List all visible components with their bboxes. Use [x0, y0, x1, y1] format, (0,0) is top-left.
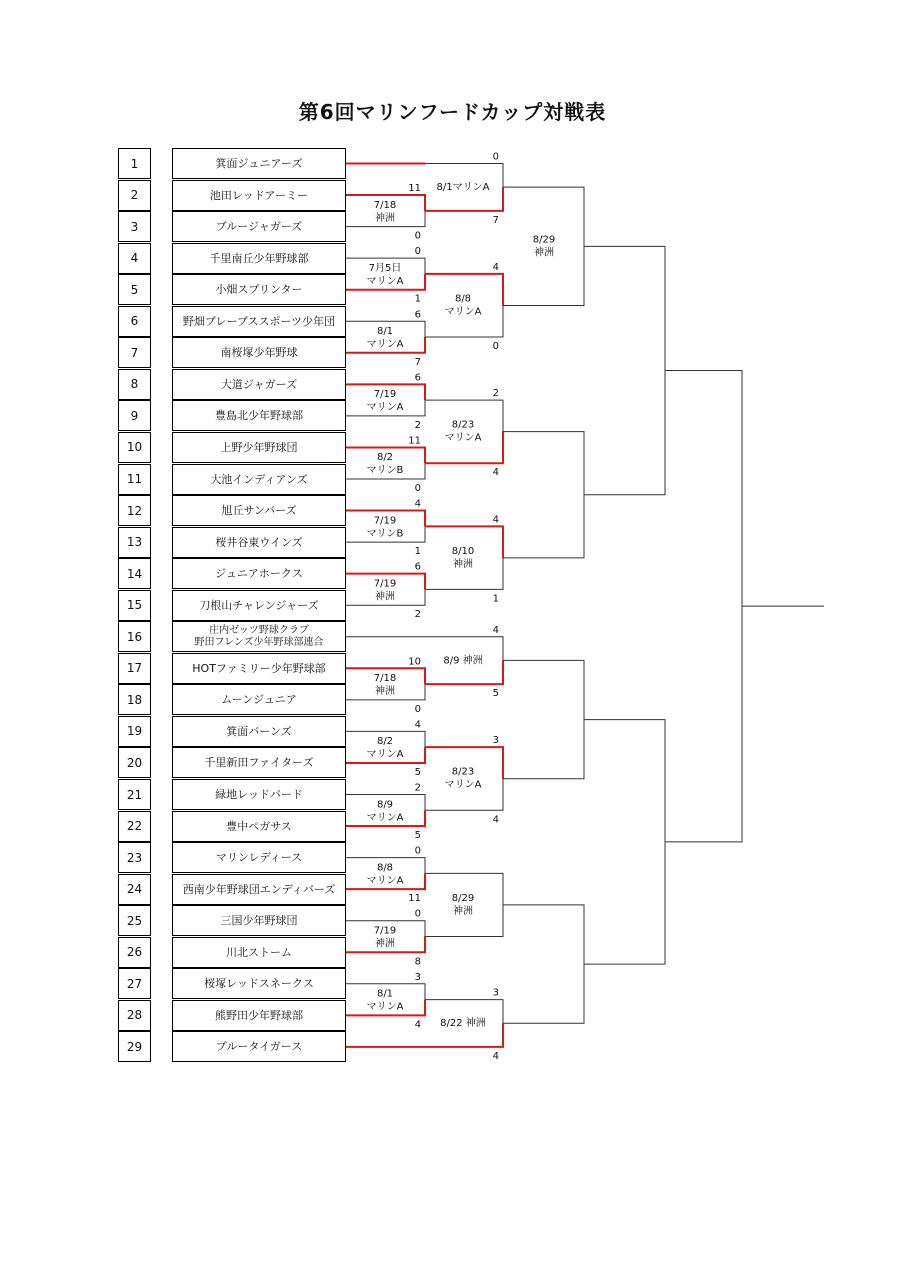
r1-venue: マリンA: [366, 275, 404, 287]
r2-date: 8/29: [451, 892, 475, 904]
team-name: ブルージャガーズ: [215, 220, 303, 234]
r1-score: 0: [414, 703, 421, 715]
r1-score: 4: [414, 498, 421, 510]
seed-number: 12: [118, 495, 151, 526]
seed-number: 15: [118, 590, 151, 621]
team-name: 旭丘サンバーズ: [221, 504, 297, 518]
seed-number: 20: [118, 747, 151, 778]
r2-score: 4: [492, 261, 499, 273]
r1-score: 11: [408, 435, 421, 447]
seed-number: 14: [118, 558, 151, 589]
seed-number: 24: [118, 874, 151, 905]
sf-line-bottom: [584, 842, 665, 964]
team-name: 大池インディアンズ: [210, 472, 308, 486]
r2-label: 8/9 神洲: [443, 655, 483, 667]
team-name: マリンレディース: [215, 851, 303, 865]
r1-date: 7/19: [373, 925, 397, 937]
seed-number: 18: [118, 684, 151, 715]
r2-date: 8/8: [454, 293, 472, 305]
r1-date: 8/1: [376, 988, 394, 1000]
r1-score: 6: [414, 372, 421, 384]
page-title: 第6回マリンフードカップ対戦表: [298, 100, 607, 124]
seed-number: 28: [118, 1000, 151, 1031]
r3-line-top: [503, 905, 584, 964]
seed-number: 13: [118, 527, 151, 558]
team-name: 三国少年野球団: [220, 914, 298, 928]
r1-score: 6: [414, 309, 421, 321]
r1-score: 0: [414, 845, 421, 857]
team-name: 南桜塚少年野球: [220, 346, 298, 360]
r1-score: 2: [414, 609, 421, 621]
r1-score: 4: [414, 719, 421, 731]
team-name: 大道ジャガーズ: [220, 377, 298, 391]
r2-label: 8/1マリンA: [436, 182, 490, 194]
seed-number: 1: [118, 148, 151, 179]
r2-score: 4: [492, 1050, 499, 1062]
seed-number: 22: [118, 811, 151, 842]
sf-line-top: [584, 720, 665, 842]
seed-number: 5: [118, 274, 151, 305]
team-name: 池田レッドアーミー: [209, 188, 309, 202]
r2-score: 0: [492, 151, 499, 163]
seed-number: 29: [118, 1031, 151, 1062]
team-name: 小畑スプリンター: [215, 283, 303, 297]
team-name: 川北ストーム: [226, 945, 292, 959]
r2-score: 4: [492, 624, 499, 636]
r2-date: 8/23: [451, 766, 475, 778]
r3-venue: 神洲: [534, 247, 554, 259]
r1-date: 8/2: [376, 736, 394, 748]
seed-number: 26: [118, 937, 151, 968]
seed-number: 2: [118, 180, 151, 211]
r1-score: 3: [414, 971, 421, 983]
r1-score: 5: [414, 830, 421, 842]
r1-date: 7/19: [373, 515, 397, 527]
r1-score: 2: [414, 782, 421, 794]
r1-venue: マリンA: [366, 812, 404, 824]
seed-number: 6: [118, 306, 151, 337]
r2-score: 4: [492, 467, 499, 479]
r1-venue: マリンA: [366, 402, 404, 414]
seed-number: 27: [118, 968, 151, 999]
seed-number: 8: [118, 369, 151, 400]
r2-score: 2: [492, 388, 499, 400]
r3-line-bottom: [503, 720, 584, 779]
r1-score: 6: [414, 561, 421, 573]
r2-venue: 神洲: [453, 558, 473, 570]
r1-date: 8/9: [376, 799, 394, 811]
r1-score: 0: [414, 230, 421, 242]
r2-label: 8/22 神洲: [440, 1018, 486, 1030]
r3-line-top: [503, 660, 584, 719]
seed-number: 3: [118, 211, 151, 242]
r1-score: 10: [408, 656, 421, 668]
r1-venue: 神洲: [375, 212, 395, 224]
r2-score: 4: [492, 814, 499, 826]
team-name: 千里南丘少年野球部: [209, 251, 309, 265]
r2-score: 3: [492, 987, 499, 999]
team-name: ジュニアホークス: [215, 567, 303, 581]
r3-line-bottom: [503, 964, 584, 1023]
r1-score: 8: [414, 956, 421, 968]
r1-score: 11: [408, 893, 421, 905]
final-line: [665, 371, 742, 842]
sf-line-bottom: [584, 371, 665, 495]
seed-number: 19: [118, 716, 151, 747]
r1-score: 0: [414, 483, 421, 494]
r1-score: 1: [414, 546, 421, 558]
r3-date: 8/29: [532, 234, 556, 246]
team-name: ブルータイガース: [215, 1040, 303, 1054]
r1-score: 0: [414, 246, 421, 258]
team-name: 桜塚レッドスネークス: [204, 977, 314, 991]
seed-number: 25: [118, 905, 151, 936]
seed-number: 10: [118, 432, 151, 463]
r1-score: 2: [414, 419, 421, 431]
r1-date: 7/18: [373, 199, 397, 211]
r1-date: 7/19: [373, 578, 397, 590]
r1-date: 7/19: [373, 389, 397, 401]
r3-line-bottom: [503, 495, 584, 558]
sf-line-top: [584, 246, 665, 370]
team-name: 緑地レッドバード: [215, 788, 303, 801]
team-name: 熊野田少年野球部: [215, 1008, 303, 1022]
r1-venue: マリンA: [366, 749, 404, 761]
team-name: ムーンジュニア: [221, 693, 297, 707]
team-name: HOTファミリー少年野球部: [192, 661, 326, 675]
seed-number: 21: [118, 779, 151, 810]
r2-date: 8/10: [451, 545, 475, 557]
r1-venue: マリンB: [366, 528, 404, 540]
r2-venue: 神洲: [453, 905, 473, 917]
team-name: 庄内ゼッツ野球クラブ: [209, 624, 309, 636]
r1-date: 7/18: [373, 673, 397, 685]
team-name: 豊島北少年野球部: [215, 409, 303, 423]
r3-line-top: [503, 432, 584, 495]
team-name: 箕面ジュニアーズ: [215, 157, 303, 170]
seed-number: 7: [118, 337, 151, 368]
team-name: 上野少年野球団: [220, 440, 298, 454]
r2-score: 5: [492, 688, 499, 700]
r1-date: 8/2: [376, 452, 394, 464]
team-name: 箕面バーンズ: [226, 724, 292, 738]
seed-number: 11: [118, 464, 151, 495]
r2-score: 3: [492, 735, 499, 747]
r1-venue: マリンB: [366, 465, 404, 477]
r1-venue: マリンA: [366, 875, 404, 887]
team-name-line2: 野田フレンズ少年野球部連合: [194, 636, 324, 648]
r1-venue: マリンA: [366, 1001, 404, 1013]
r2-score: 0: [492, 341, 499, 353]
r2-venue: マリンA: [444, 432, 482, 444]
r1-score: 0: [414, 908, 421, 920]
seed-number: 4: [118, 243, 151, 274]
team-name: 西南少年野球団エンディバーズ: [182, 882, 336, 896]
seed-number: 23: [118, 842, 151, 873]
team-name: 豊中ペガサス: [226, 819, 292, 833]
r2-score: 4: [492, 514, 499, 526]
r1-score: 7: [414, 356, 421, 368]
r2-venue: マリンA: [444, 779, 482, 791]
team-name: 刀根山チャレンジャーズ: [199, 598, 319, 612]
r1-venue: 神洲: [375, 591, 395, 603]
r2-score: 7: [492, 214, 499, 226]
r1-venue: マリンA: [366, 339, 404, 351]
r2-venue: マリンA: [444, 306, 482, 318]
seed-number: 17: [118, 653, 151, 684]
r1-date: 8/1: [376, 326, 394, 338]
r1-score: 4: [414, 1019, 421, 1031]
r2-date: 8/23: [451, 419, 475, 431]
r2-score: 1: [492, 593, 499, 605]
r1-date: 7月5日: [368, 262, 402, 274]
r1-score: 11: [408, 183, 421, 195]
team-name: 桜井谷東ウインズ: [215, 535, 303, 549]
r1-score: 1: [414, 293, 421, 305]
team-name: 野畑ブレーブススポーツ少年団: [182, 314, 336, 328]
team-name: 千里新田ファイターズ: [204, 756, 314, 770]
r1-venue: 神洲: [375, 686, 395, 698]
seed-number: 9: [118, 400, 151, 431]
seed-number: 16: [118, 621, 151, 652]
r1-score: 5: [414, 766, 421, 778]
r1-venue: 神洲: [375, 938, 395, 950]
r1-date: 8/8: [376, 862, 394, 874]
